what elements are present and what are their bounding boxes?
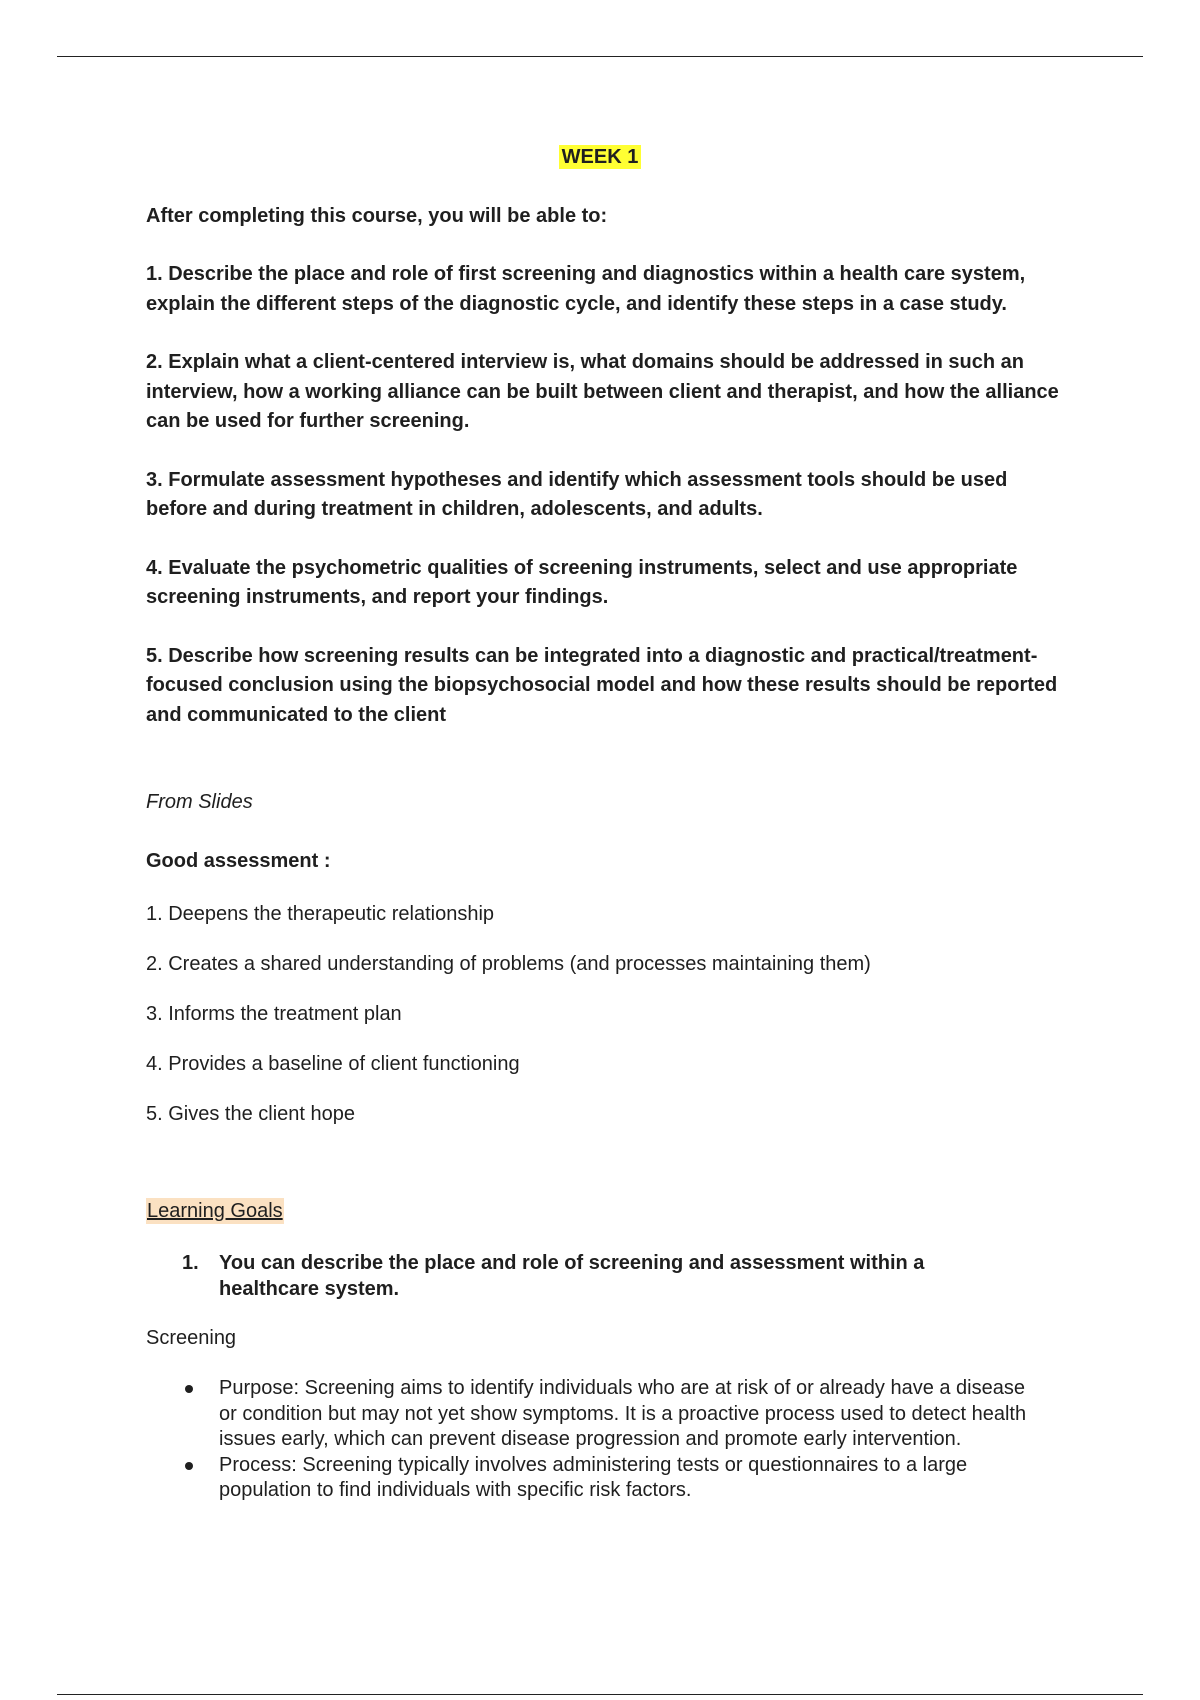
screening-bullet-list <box>182 1376 1032 1504</box>
objective-item: 5. Describe how screening results can be integrated into a diagnostic and practical/treatment-focused conclusion using the biopsychosocial model and how these results should be reported and communicated to the client <box>146 644 1058 726</box>
title-container <box>146 145 1054 169</box>
list-item: 5. Gives the client hope <box>146 1103 356 1125</box>
objective-item: 3. Formulate assessment hypotheses and identify which assessment tools should be used before and during treatment in children, adolescents, and adults. <box>146 468 1008 520</box>
bullet-icon <box>185 1385 193 1393</box>
bullet-text: Process: Screening typically involves administering tests or questionnaires to a large population to find individuals with specific risk factors. <box>219 1453 968 1501</box>
page-title: WEEK 1 <box>559 145 642 169</box>
list-item: 1. Deepens the therapeutic relationship <box>146 903 495 925</box>
bullet-item <box>182 1376 1032 1453</box>
good-assessment-heading: Good assessment : <box>146 850 331 872</box>
intro-text: After completing this course, you will be able to: <box>146 205 608 227</box>
good-assessment-list <box>146 900 871 1150</box>
screening-label: Screening <box>146 1327 237 1349</box>
learning-goal-item <box>182 1250 1022 1302</box>
bullet-icon <box>185 1462 193 1470</box>
learning-goals-heading: Learning Goals <box>147 1200 283 1222</box>
objectives-list <box>146 260 1061 759</box>
list-item: 2. Creates a shared understanding of problems (and processes maintaining them) <box>146 953 871 975</box>
objective-item: 4. Evaluate the psychometric qualities of screening instruments, select and use appropriate screening instruments, and report your findings. <box>146 556 1018 608</box>
list-item: 4. Provides a baseline of client functioning <box>146 1053 520 1075</box>
footer-rule <box>57 1694 1143 1695</box>
from-slides-note: From Slides <box>146 791 253 813</box>
objective-item: 2. Explain what a client-centered interview is, what domains should be addressed in such an interview, how a working alliance can be built between client and therapist, and how the alliance can be used for further screening. <box>146 351 1059 432</box>
bullet-item <box>182 1453 1032 1504</box>
bullet-text: Purpose: Screening aims to identify individuals who are at risk of or already have a disease or condition but may not yet show symptoms. It is a proactive process used to detect health issues early, which can prevent disease progression and promote early intervention. <box>219 1377 1027 1450</box>
list-item: 3. Informs the treatment plan <box>146 1003 402 1025</box>
header-rule <box>57 56 1143 57</box>
goal-text: You can describe the place and role of screening and assessment within a healthcare system. <box>219 1252 925 1300</box>
objective-item: 1. Describe the place and role of first screening and diagnostics within a health care system, explain the different steps of the diagnostic cycle, and identify these steps in a case study. <box>146 263 1026 315</box>
goal-number: 1. <box>182 1252 199 1274</box>
